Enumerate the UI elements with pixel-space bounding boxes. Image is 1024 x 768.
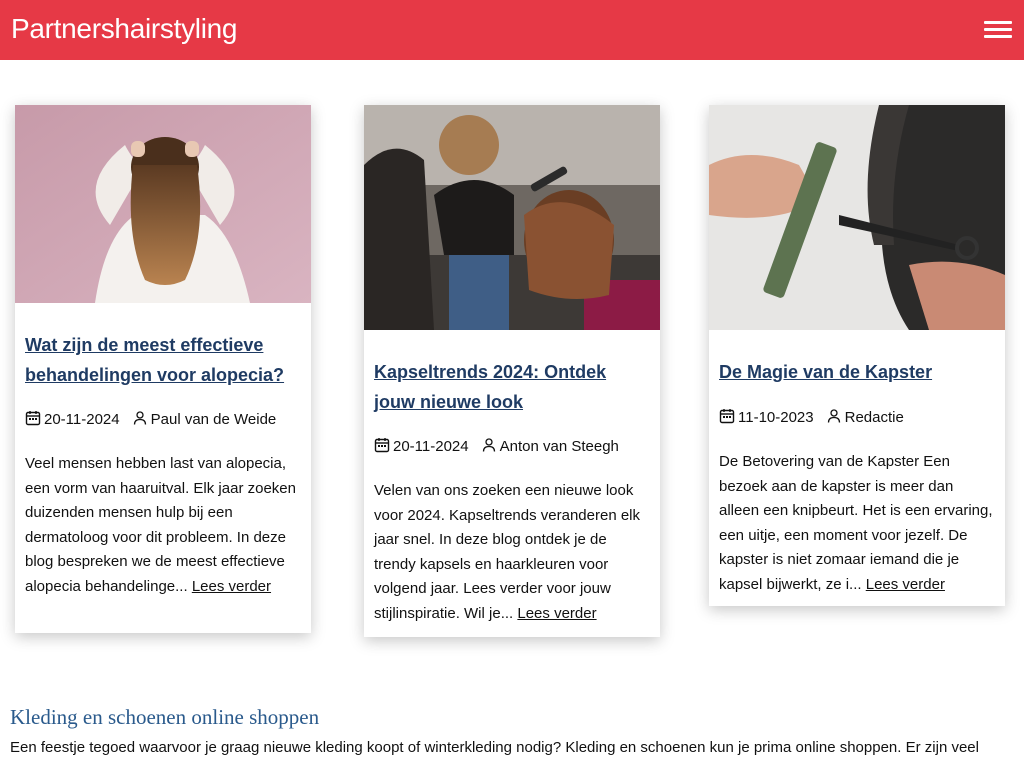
site-header [0, 0, 1024, 60]
read-more-link[interactable]: Lees verder [191, 577, 272, 595]
menu-line [984, 28, 1012, 31]
post-excerpt [25, 452, 301, 599]
section-heading: Kleding en schoenen online shoppen [10, 705, 320, 729]
site-title-link[interactable]: Partnershairstyling [11, 13, 238, 44]
post-card [15, 105, 311, 633]
calendar-icon [719, 408, 735, 424]
menu-line [984, 35, 1012, 38]
post-date: 20-11-2024 [393, 438, 469, 455]
read-more-link[interactable]: Lees verder [865, 575, 945, 593]
post-image-scissors-comb[interactable] [709, 105, 1005, 330]
post-excerpt [374, 479, 650, 626]
post-card [364, 105, 660, 637]
user-icon [481, 437, 497, 453]
calendar-icon [25, 410, 41, 426]
post-excerpt [719, 450, 995, 597]
post-author: Paul van de Weide [150, 411, 277, 428]
read-more-link[interactable]: Lees verder [517, 604, 597, 622]
user-icon [826, 408, 842, 424]
post-meta [719, 408, 999, 428]
section-text: Een feestje tegoed waarvoor je graag nieuwe kleding koopt of winterkleding nodig? Kleding en schoenen kun je prima online shoppen. Er zijn veel [10, 739, 979, 756]
post-title-link[interactable]: De Magie van de Kapster [719, 362, 933, 382]
post-image-woman-long-hair[interactable] [15, 105, 311, 303]
user-icon [132, 410, 148, 426]
post-title-link[interactable]: Kapseltrends 2024: Ontdek jouw nieuwe look [374, 362, 607, 412]
post-author: Anton van Steegh [499, 438, 619, 455]
menu-line [984, 21, 1012, 24]
post-excerpt-text: Veel mensen hebben last van alopecia, een vorm van haaruitval. Elk jaar zoeken duizenden mensen hulp bij een dermatoloog voor dit probleem. In deze blog bespreken we de meest effectieve alopecia behandelinge... [25, 455, 296, 595]
post-meta [374, 437, 654, 457]
post-meta [25, 410, 305, 430]
post-title-link[interactable]: Wat zijn de meest effectieve behandelingen voor alopecia? [25, 335, 285, 385]
post-author: Redactie [844, 409, 904, 426]
calendar-icon [374, 437, 390, 453]
post-excerpt-text: Velen van ons zoeken een nieuwe look voor 2024. Kapseltrends veranderen elk jaar snel. In deze blog ontdek je de trendy kapsels en haarkleuren voor volgend jaar. Lees verder voor jouw stijlinspiratie. Wil je... [374, 482, 641, 622]
hamburger-menu-icon[interactable] [982, 18, 1014, 42]
post-date: 20-11-2024 [44, 411, 120, 428]
post-date: 11-10-2023 [738, 409, 814, 426]
post-image-hair-salon[interactable] [364, 105, 660, 330]
post-excerpt-text: De Betovering van de Kapster Een bezoek aan de kapster is meer dan alleen een knipbeurt. Het is een ervaring, een uitje, een moment voor jezelf. De kapster is niet zomaar iemand die je kapsel bijwerkt, ze i... [719, 453, 993, 593]
post-card [709, 105, 1005, 606]
